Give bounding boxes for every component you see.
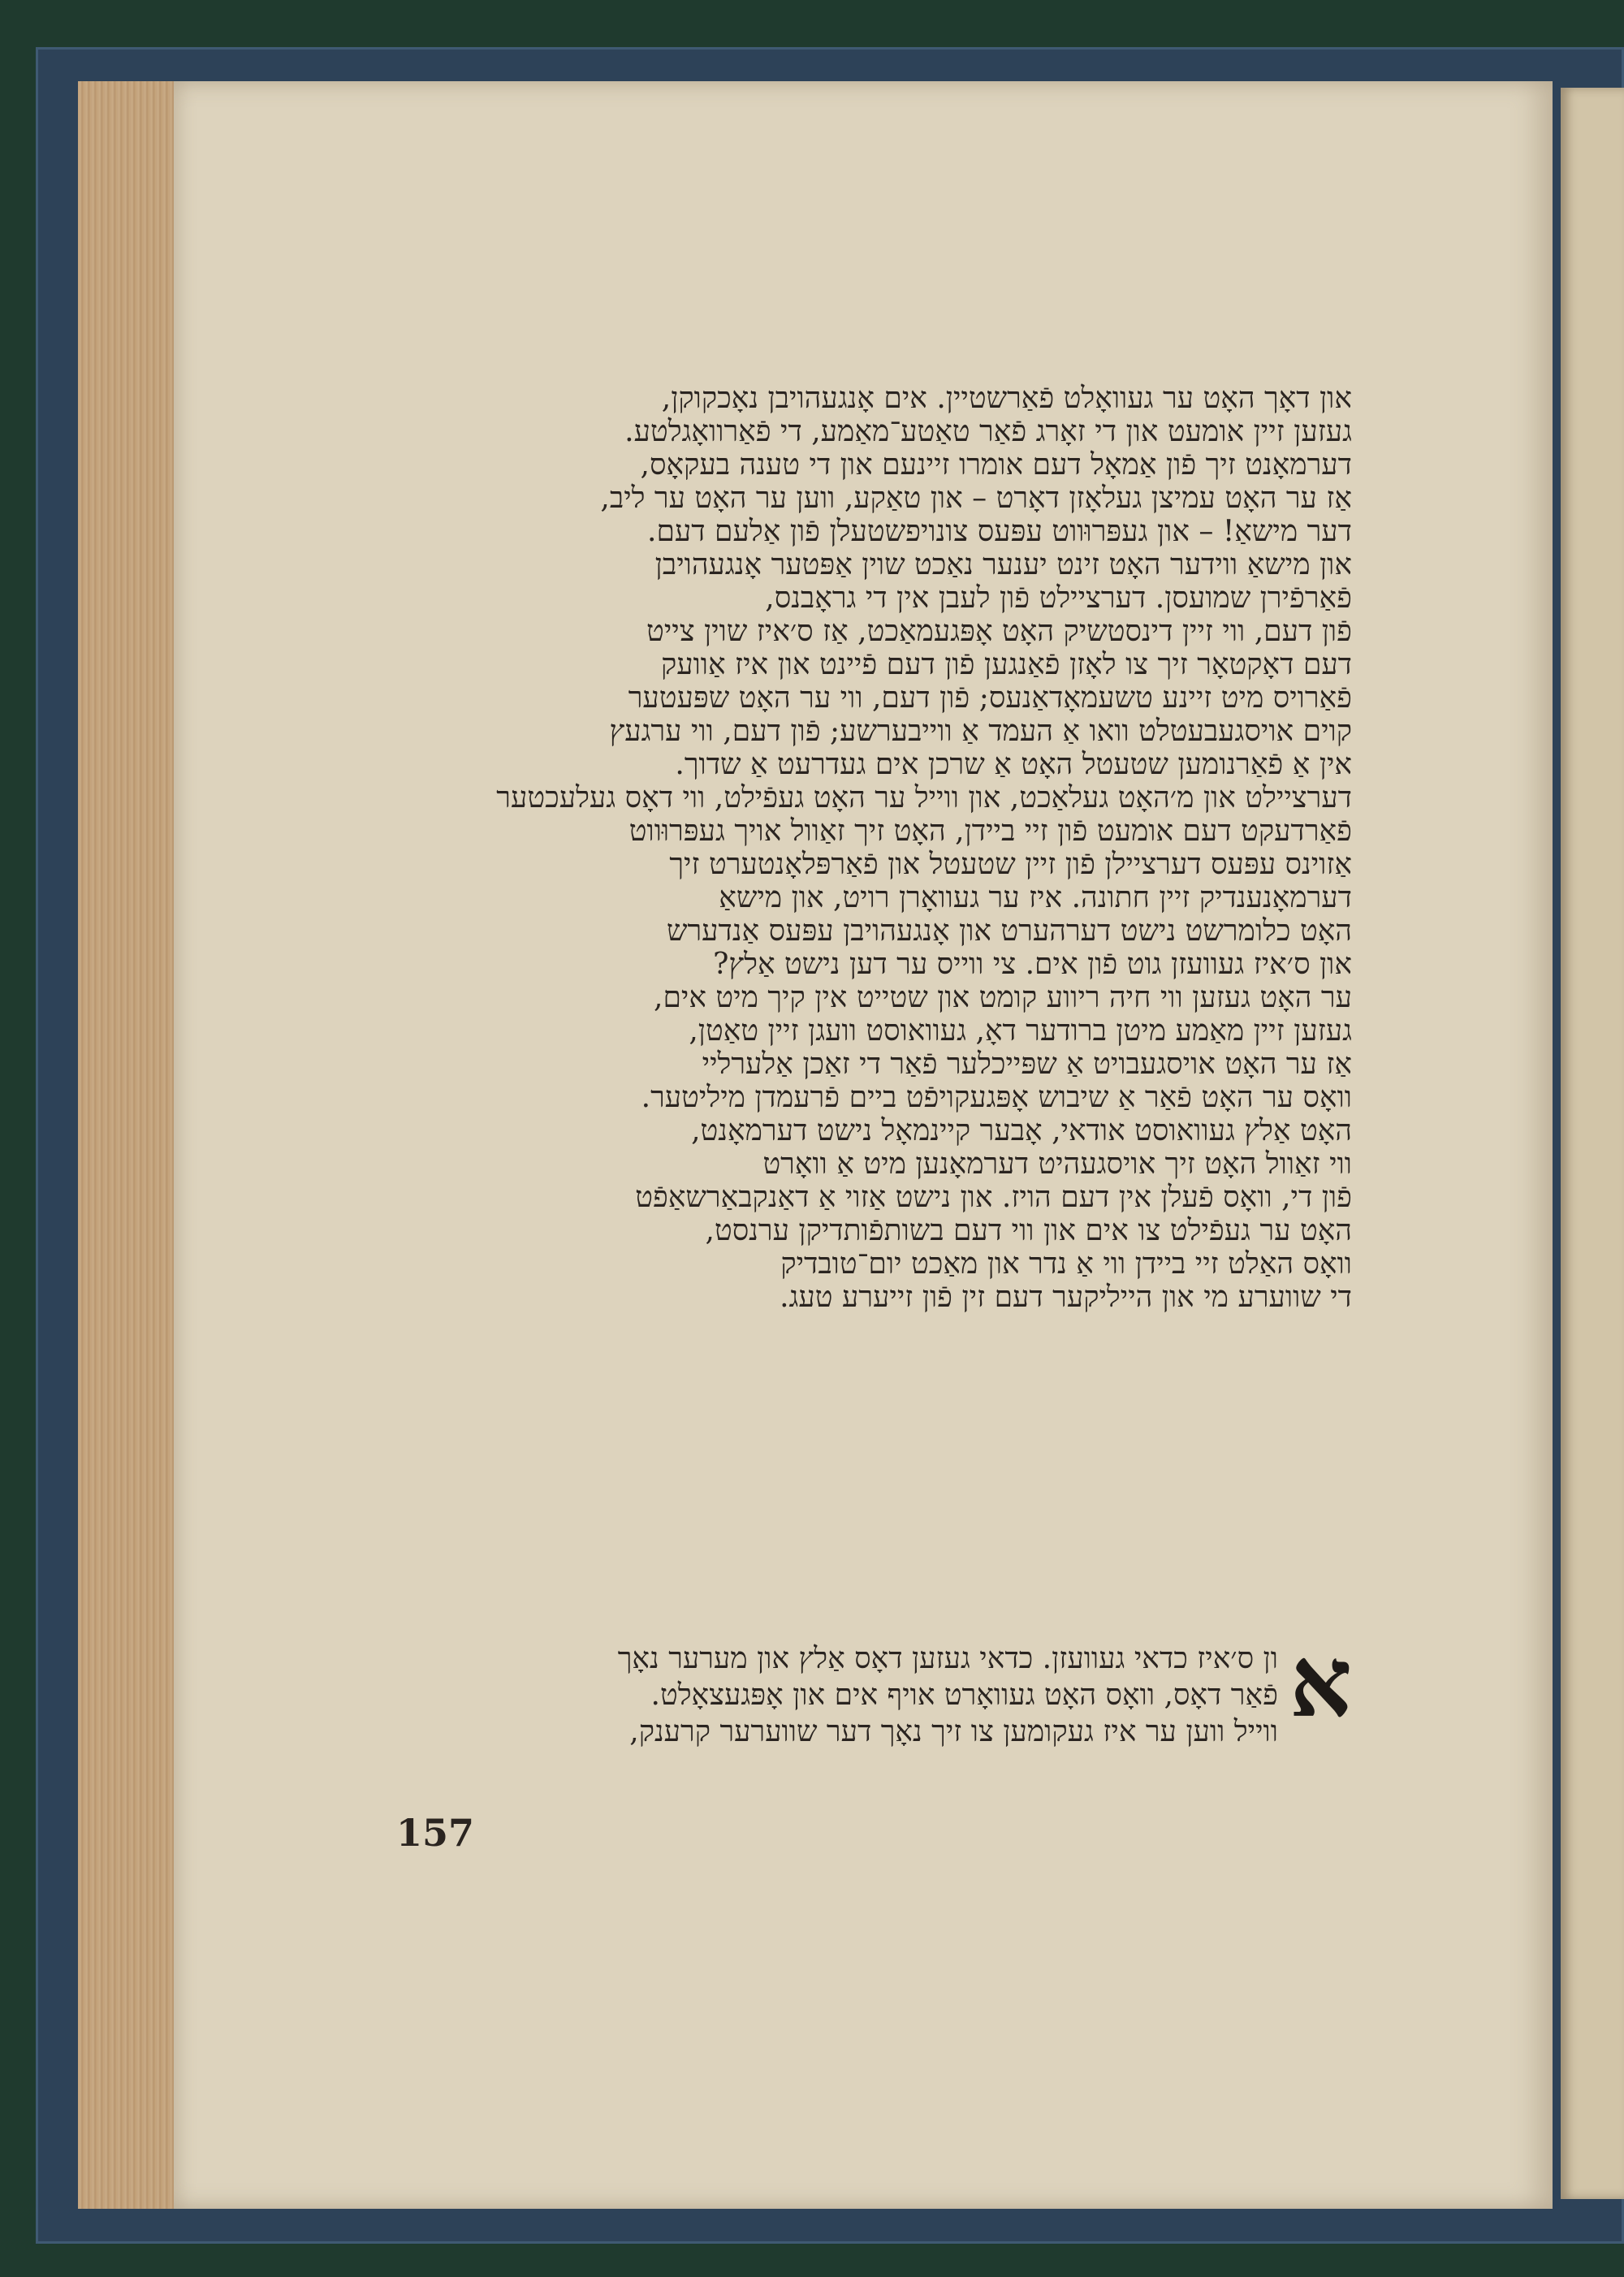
text-line: אַזוינס עפּעס דערציילן פֿון זיין שטעטל און פֿאַרפּלאָנטערט זיך xyxy=(669,848,1352,881)
page-edges xyxy=(78,81,174,2209)
text-line: וואָס האַלט זיי ביידן ווי אַ נדר און מאַכט יום־טובדיק xyxy=(780,1247,1352,1281)
text-line: פֿאַרפֿירן שמועסן. דערציילט פֿון לעבן אין די גראָבנס, xyxy=(765,581,1352,615)
text-line: וואָס ער האָט פֿאַר אַ שיבוש אָפּגעקויפֿט ביים פֿרעמדן מיליטער. xyxy=(641,1081,1352,1114)
text-line: פֿון דעם, ווי זיין דינסטשיק האָט אָפּגעמאַכט, אַז ס׳איז שוין צייט xyxy=(646,615,1352,648)
paragraph-1 xyxy=(244,382,1352,1314)
text-line: האָט ער געפֿילט צו אים און ווי דעם בשותפֿותדיקן ערנסט, xyxy=(705,1214,1352,1247)
text-line: קוים אויסגעבעטלט וואו אַ העמד אַ ווייבערשע; פֿון דעם, ווי ערגעץ xyxy=(609,715,1352,748)
text-line: פֿאַרדעקט דעם אומעט פֿון זיי ביידן, האָט זיך זאַוול אויך געפּרוּווט xyxy=(628,814,1352,848)
text-line: דערציילט און מ׳האָט געלאַכט, און ווייל ער האָט געפֿילט, ווי דאָס געלעכטער xyxy=(496,781,1352,814)
text-line: ווייל ווען ער איז געקומען צו זיך נאָך דער שווערער קרענק, xyxy=(629,1715,1278,1748)
text-line: דערמאָנענדיק זיין חתונה. איז ער געוואָרן רויט, און מישאַ xyxy=(719,881,1352,914)
page-number: 157 xyxy=(396,1811,475,1855)
text-line: האָט כלומרשט נישט דערהערט און אָנגעהויבן עפּעס אַנדערש xyxy=(666,914,1352,948)
text-line: אין אַ פֿאַרנומען שטעטל האָט אַ שרכן אים געדרעט אַ שדוך. xyxy=(675,748,1352,781)
paragraph-2 xyxy=(244,1625,1352,1750)
text-line: ער האָט געזען ווי חיה ריווע קומט און שטייט אין קיך מיט אים, xyxy=(654,981,1352,1014)
text-line: אַז ער האָט עמיצן געלאָזן דאָרט – און טאַקע, ווען ער האָט ער ליב, xyxy=(600,482,1352,515)
text-line: האָט אַלץ געוואוסט אודאי, אָבער קיינמאָל נישט דערמאָנט, xyxy=(691,1114,1352,1147)
text-line: ווי זאַוול האָט זיך אויסגעהיט דערמאָנען מיט אַ וואָרט xyxy=(762,1147,1352,1181)
text-line: פֿאַר דאָס, וואָס האָט געוואָרט אויף אים און אָפּגעצאָלט. xyxy=(650,1679,1278,1712)
text-line: אַז ער האָט אויסגעבויט אַ שפּייכלער פֿאַר די זאַכן אַלערליי xyxy=(702,1048,1352,1081)
paragraph-2-lines xyxy=(244,1625,1352,1750)
text-line: און דאָך האָט ער געוואָלט פֿאַרשטיין. אים אָנגעהויבן נאָכקוקן, xyxy=(661,382,1352,415)
text-line: געזען זיין מאַמע מיטן ברודער דאָ, געוואוסט וועגן זיין טאַטן, xyxy=(689,1014,1352,1048)
drop-cap: א xyxy=(1289,1625,1352,1739)
text-line: געזען זיין אומעט און די זאָרג פֿאַר טאַטע־מאַמע, די פֿאַרוואָגלטע. xyxy=(624,415,1352,448)
text-line: דערמאָנט זיך פֿון אַמאָל דעם אומרו זיינעם און די טענה בעקאָס, xyxy=(640,448,1352,482)
facing-page-edge xyxy=(1561,88,1624,2199)
text-line: ון ס׳איז כדאי געוועזן. כדאי געזען דאָס אַלץ און מערער נאָך xyxy=(617,1642,1278,1675)
text-line: דער מישאַ! – און געפּרוּווט עפּעס צונויפשטעלן פֿון אַלעם דעם. xyxy=(647,515,1352,548)
text-line: און מישאַ ווידער האָט זינט יענער נאַכט שוין אַפּטער אָנגעהויבן xyxy=(654,548,1352,581)
text-line: דעם דאָקטאָר זיך צו לאָזן פֿאַנגען פֿון דעם פֿיינט און איז אַוועק xyxy=(660,648,1352,681)
text-line: פֿון די, וואָס פֿעלן אין דעם הויז. און נישט אַזוי אַ דאַנקבאַרשאַפֿט xyxy=(635,1181,1352,1214)
text-line: די שווערע מי און הייליקער דעם זין פֿון זייערע טעג. xyxy=(780,1281,1352,1314)
text-line: און ס׳איז געוועזן גוט פֿון אים. צי ווייס ער דען נישט אַלץ? xyxy=(713,948,1352,981)
text-line: פֿאַרויס מיט זיינע טשעמאָדאַנעס; פֿון דעם, ווי ער האָט שפּעטער xyxy=(628,681,1352,715)
